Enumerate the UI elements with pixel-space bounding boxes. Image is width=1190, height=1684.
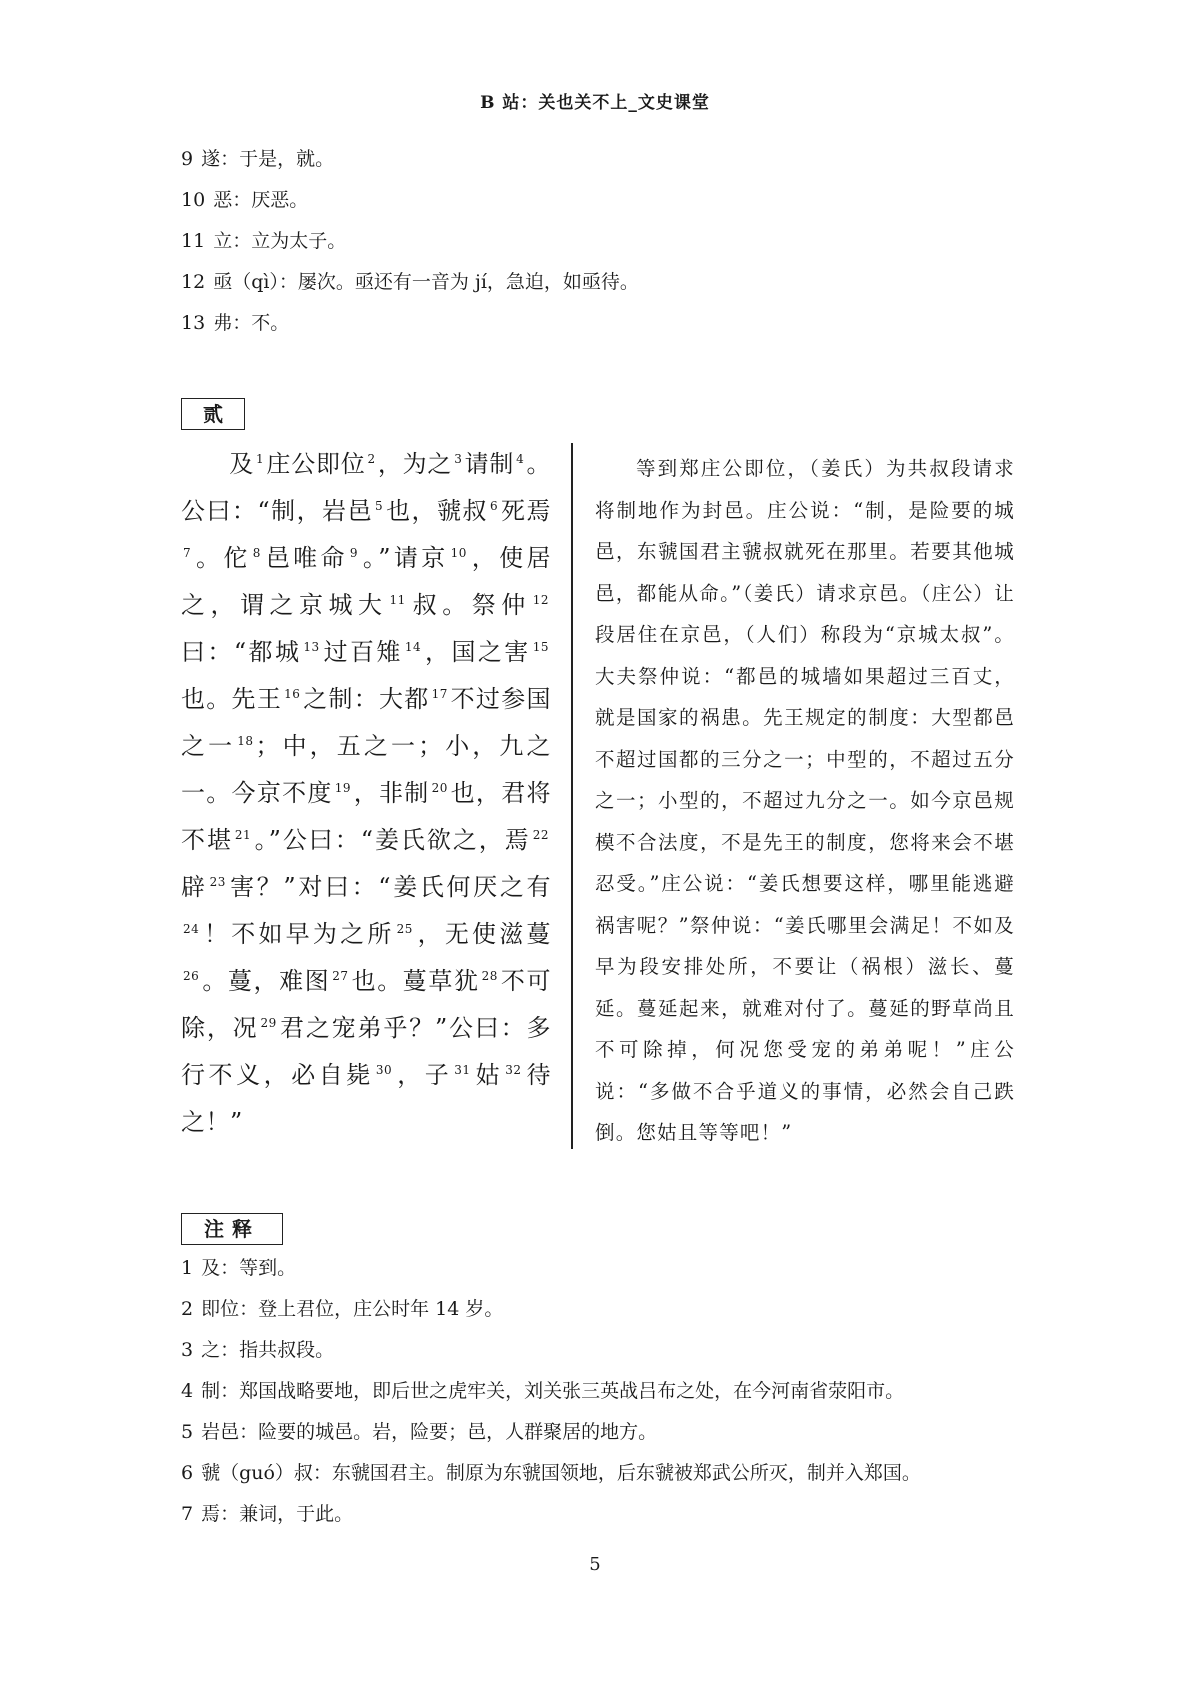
footnote-ref: 17 [431,687,448,701]
note-item [181,1504,1041,1545]
note-item [181,1422,1041,1463]
notes-section-label: 注释 [181,1213,283,1245]
original-segment: 死焉 [500,497,552,525]
original-segment: ；中，五之一；小，九之一。今京不度 [181,732,551,807]
original-text [181,441,551,1146]
note-number: 4 [181,1380,194,1402]
notes-list-bottom [181,1258,1041,1545]
footnote-ref: 1 [256,452,265,466]
note-text: 虢（guó）叔：东虢国君主。制原为东虢国领地，后东虢被郑武公所灭，制并入郑国。 [201,1462,921,1484]
footnote-ref: 27 [332,969,349,983]
note-number: 11 [181,230,206,252]
notes-list-top [181,149,1041,354]
note-item [181,272,1041,313]
footnote-ref: 11 [389,593,406,607]
original-segment: 。”请京 [360,544,449,572]
footnote-ref: 23 [209,875,226,889]
note-number: 12 [181,271,206,293]
original-segment: 叔。祭仲 [407,591,531,619]
footnote-ref: 26 [183,969,200,983]
original-segment: 辟 [181,873,208,901]
note-item [181,1299,1041,1340]
original-segment: 。公曰：“制，岩邑 [181,450,552,525]
note-text: 即位：登上君位，庄公时年 14 岁。 [201,1298,504,1320]
original-segment: 。佗 [193,544,251,572]
footnote-ref: 30 [375,1063,393,1077]
footnote-ref: 10 [450,546,467,560]
note-number: 10 [181,189,206,211]
page-header: B 站：关也关不上_文史课堂 [480,93,710,113]
original-segment: ，为之 [377,450,453,478]
original-segment: ，无使滋蔓 [414,920,552,948]
footnote-ref: 19 [334,781,351,795]
footnote-ref: 28 [481,969,498,983]
section-two-label: 贰 [181,398,245,430]
note-number: 9 [181,148,194,170]
original-segment: 待之！” [181,1061,552,1136]
note-number: 2 [181,1298,194,1320]
footnote-ref: 25 [396,922,413,936]
translation-text [595,448,1015,1154]
note-text: 岩邑：险要的城邑。岩，险要；邑，人群聚居的地方。 [201,1421,658,1443]
footnote-ref: 15 [532,640,550,654]
translation-body: 等到郑庄公即位，（姜氏）为共叔段请求将制地作为封邑。庄公说：“制，是险要的城邑，东虢国君主虢叔就死在那里。若要其他城邑，都能从命。”（姜氏）请求京邑。（庄公）让段居住在京邑，（人们）称段为“京城太叔”。大夫祭仲说：“都邑的城墙如果超过三百丈，就是国家的祸患。先王规定的制度：大型都邑不超过国都的三分之一；中型的，不超过五分之一；小型的，不超过九分之一。如今京邑规模不合法度，不是先王的制度，您将来会不堪忍受。”庄公说：“姜氏想要这样，哪里能逃避祸害呢？”祭仲说：“姜氏哪里会满足！不如及早为段安排处所，不要让（祸根）滋长、蔓延。蔓延起来，就难对付了。蔓延的野草尚且不可除掉，何况您受宠的弟弟呢！”庄公说：“多做不合乎道义的事情，必然会自己跌倒。您姑且等等吧！” [595,457,1015,1144]
original-segment: 也。先王 [181,685,283,713]
note-number: 5 [181,1421,194,1443]
original-segment: 庄公即位 [266,450,366,478]
footnote-ref: 13 [303,640,320,654]
note-text: 之：指共叔段。 [201,1339,335,1361]
footnote-ref: 4 [516,452,525,466]
note-item [181,190,1041,231]
original-segment: 。”公曰：“姜氏欲之，焉 [253,826,531,854]
original-segment: ，国之害 [423,638,531,666]
note-number: 13 [181,312,206,334]
note-text: 焉：兼词，于此。 [201,1503,354,1525]
page-number: 5 [589,1554,601,1575]
original-segment: 过百雉 [321,638,403,666]
footnote-ref: 20 [431,781,448,795]
footnote-ref: 16 [284,687,301,701]
original-segment: ，子 [394,1061,453,1089]
note-item [181,231,1041,272]
original-segment: 曰：“都城 [181,638,302,666]
footnote-ref: 5 [374,499,384,513]
original-segment: 及 [229,450,255,478]
note-text: 恶：厌恶。 [213,189,309,211]
note-item [181,1463,1041,1504]
original-segment: ，非制 [352,779,430,807]
original-segment: 邑唯命 [262,544,348,572]
original-segment: 。蔓，难图 [201,967,331,995]
note-item [181,1258,1041,1299]
note-text: 制：郑国战略要地，即后世之虎牢关，刘关张三英战吕布之处，在今河南省荥阳市。 [201,1380,905,1402]
original-segment: 害？”对曰：“姜氏何厌之有 [227,873,551,901]
footnote-ref: 29 [260,1016,277,1030]
note-number: 7 [181,1503,194,1525]
footnote-ref: 6 [489,499,499,513]
footnote-ref: 7 [183,546,192,560]
note-item [181,149,1041,190]
note-item [181,313,1041,354]
footnote-ref: 21 [234,828,252,842]
original-segment: ，使居之，谓之京城大 [181,544,552,619]
footnote-ref: 14 [404,640,422,654]
note-item [181,1340,1041,1381]
note-item [181,1381,1041,1422]
original-segment: 之制：大都 [302,685,430,713]
footnote-ref: 31 [454,1063,471,1077]
footnote-ref: 3 [454,452,463,466]
original-segment: 也，君将不堪 [181,779,551,854]
original-segment: ！不如早为之所 [201,920,395,948]
note-number: 3 [181,1339,194,1361]
note-text: 弗：不。 [213,312,290,334]
note-text: 及：等到。 [201,1257,297,1279]
note-text: 立：立为太子。 [213,230,347,252]
footnote-ref: 2 [367,452,376,466]
original-segment: 也。蔓草犹 [350,967,480,995]
footnote-ref: 9 [349,546,359,560]
original-segment: 不过参国之一 [181,685,551,760]
footnote-ref: 18 [237,734,254,748]
footnote-ref: 12 [532,593,550,607]
original-segment: 也，虢叔 [385,497,488,525]
column-divider [571,443,573,1149]
note-text: 遂：于是，就。 [201,148,335,170]
original-segment: 君之宠弟乎？”公曰：多行不义，必自毙 [181,1014,551,1089]
footnote-ref: 32 [505,1063,522,1077]
footnote-ref: 24 [183,922,200,936]
original-segment: 姑 [472,1061,504,1089]
note-number: 1 [181,1257,194,1279]
footnote-ref: 8 [252,546,261,560]
note-number: 6 [181,1462,194,1484]
original-segment: 请制 [464,450,515,478]
original-segment: 不可除，况 [181,967,552,1042]
note-text: 亟（qì）：屡次。亟还有一音为 jí，急迫，如亟待。 [213,271,639,293]
footnote-ref: 22 [532,828,549,842]
